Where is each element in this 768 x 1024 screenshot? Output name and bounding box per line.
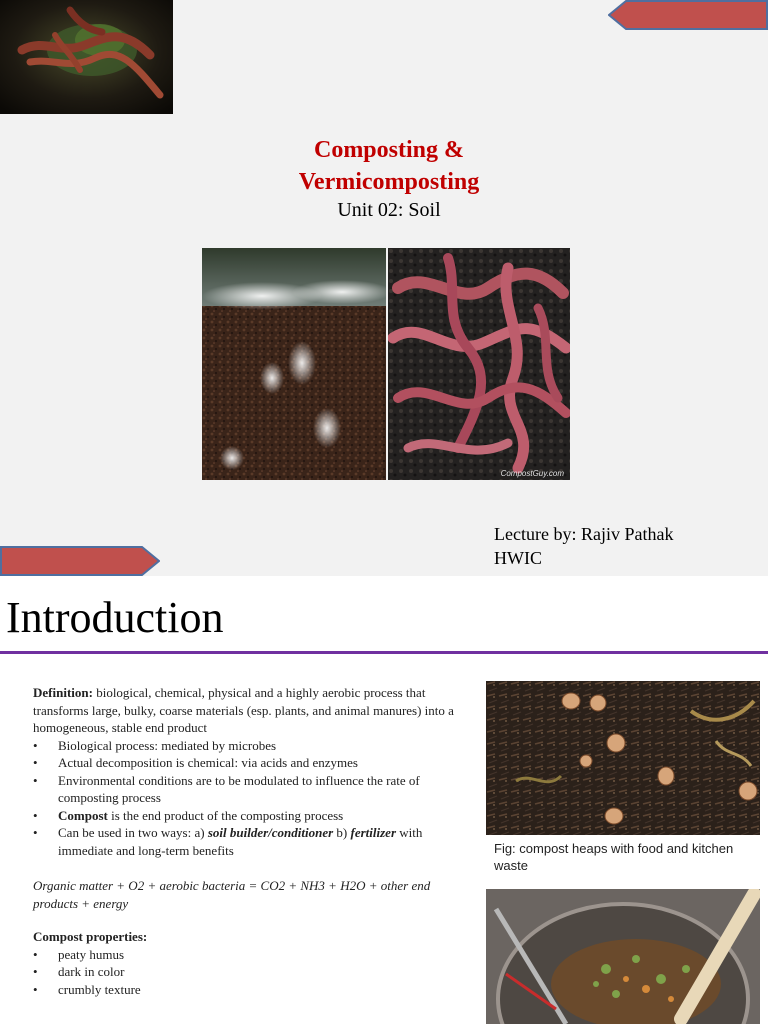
introduction-slide [0, 576, 768, 1024]
decorative-arrow-banner [608, 0, 768, 30]
decorative-arrow-banner [0, 546, 160, 576]
title-divider [0, 651, 768, 654]
lecturer-info: Lecture by: Rajiv Pathak HWIC [494, 524, 674, 568]
list-item: • Compost is the end product of the composting process [33, 807, 344, 823]
figure-caption: Fig: compost heaps with food and kitchen waste [494, 841, 734, 873]
definition-label: Definition: [33, 685, 93, 700]
list-item: • Actual decomposition is chemical: via acids and enzymes [33, 755, 358, 770]
list-item: • Biological process: mediated by microbes [33, 737, 277, 753]
photo-watermark: CompostGuy.com [500, 469, 564, 478]
compost-heap-photo [486, 681, 760, 835]
list-item: • Can be used in two ways: a) soil builder/conditioner b) fertilizer with immediate and long-term benefits [33, 825, 423, 858]
steaming-compost-heap-photo [202, 248, 386, 480]
slide-title: Introduction [6, 593, 224, 642]
presentation-subtitle: Unit 02: Soil [337, 199, 441, 221]
properties-heading: Compost properties: [33, 929, 148, 944]
definition-paragraph: Definition: biological, chemical, physical and a highly aerobic process that transforms large, bulky, coarse materials (esp. plants, and animal manures) into a homogeneous, stable end product [33, 685, 454, 735]
earthworm-photo [0, 0, 173, 114]
compost-bin-photo [486, 889, 760, 1024]
list-item: • peaty humus [33, 946, 125, 962]
list-item: • Environmental conditions are to be modulated to influence the rate of composting process [33, 772, 420, 805]
presentation-title: Composting & Vermicomposting [298, 137, 480, 195]
red-worms-photo [388, 248, 570, 480]
list-item: • crumbly texture [33, 981, 141, 997]
composting-equation: Organic matter + O2 + aerobic bacteria = CO2 + NH3 + H2O + other end products + energy [33, 878, 431, 911]
slide-body [33, 684, 463, 998]
list-item: • dark in color [33, 964, 125, 979]
